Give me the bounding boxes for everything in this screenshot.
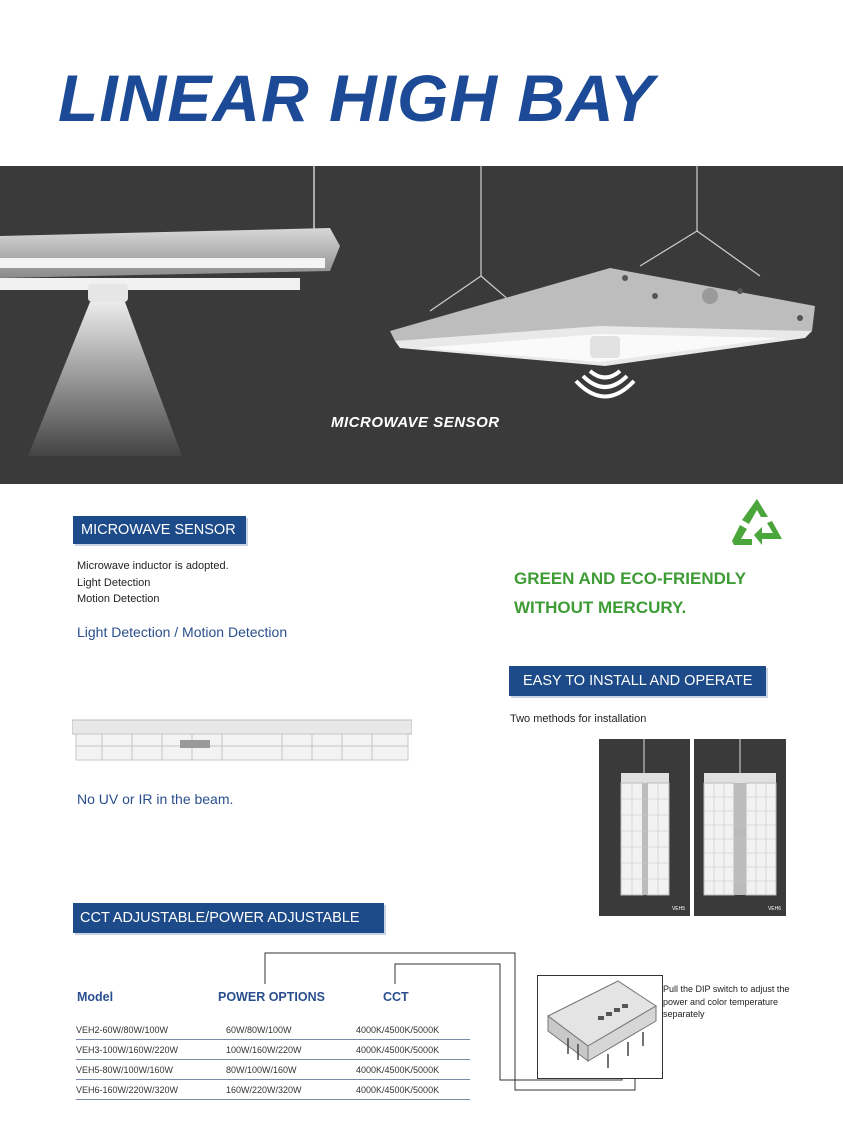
cell-cct: 4000K/4500K/5000K: [356, 1040, 470, 1060]
sensor-heading: MICROWAVE SENSOR: [73, 516, 246, 544]
cct-heading: CCT ADJUSTABLE/POWER ADJUSTABLE: [73, 903, 384, 933]
table-row: [76, 1020, 470, 1040]
cell-model: VEH5-80W/100W/160W: [76, 1060, 226, 1080]
sensor-note: No UV or IR in the beam.: [77, 791, 234, 807]
table-row: [76, 1080, 470, 1100]
cell-power: 100W/160W/220W: [226, 1040, 356, 1060]
eco-line-1: GREEN AND ECO-FRIENDLY: [514, 569, 747, 588]
dip-note: Pull the DIP switch to adjust the power and color temperature separately: [663, 984, 790, 1019]
hero-image: [0, 166, 843, 484]
col-header-model: Model: [77, 990, 114, 1004]
hero-caption: MICROWAVE SENSOR: [331, 414, 500, 431]
recycle-icon: [730, 497, 784, 547]
table-row: [76, 1060, 470, 1080]
install-heading: EASY TO INSTALL AND OPERATE: [509, 666, 766, 696]
eco-text: [514, 564, 746, 622]
product-label: VEH5: [671, 906, 685, 912]
sensor-line: Light Detection: [77, 576, 151, 589]
cell-power: 80W/100W/160W: [226, 1060, 356, 1080]
product-panel-veh5: [599, 739, 690, 916]
sensor-lines: [77, 558, 229, 608]
hero-illustration: [0, 166, 843, 484]
col-header-power: POWER OPTIONS: [218, 990, 325, 1004]
cell-model: VEH2-60W/80W/100W: [76, 1020, 226, 1040]
sensor-line: Motion Detection: [77, 593, 160, 605]
product-panel-veh6: [694, 739, 786, 916]
cell-power: 60W/80W/100W: [226, 1020, 356, 1040]
table-row: [76, 1040, 470, 1060]
fixture-image: [72, 716, 412, 764]
cell-cct: 4000K/4500K/5000K: [356, 1020, 470, 1040]
cell-cct: 4000K/4500K/5000K: [356, 1060, 470, 1080]
cell-model: VEH6-160W/220W/320W: [76, 1080, 226, 1100]
product-label: VEH6: [767, 906, 781, 912]
cell-model: VEH3-100W/160W/220W: [76, 1040, 226, 1060]
cell-cct: 4000K/4500K/5000K: [356, 1080, 470, 1100]
col-header-cct: CCT: [383, 990, 409, 1004]
sensor-line: Microwave inductor is adopted.: [77, 560, 229, 572]
spec-table: [76, 1020, 470, 1100]
dip-switch-image: [537, 975, 663, 1079]
page-title: LINEAR HIGH BAY: [58, 61, 655, 135]
cell-power: 160W/220W/320W: [226, 1080, 356, 1100]
sensor-subline: Light Detection / Motion Detection: [77, 624, 288, 640]
install-description: Two methods for installation: [510, 713, 647, 725]
eco-line-2: WITHOUT MERCURY.: [514, 598, 687, 617]
